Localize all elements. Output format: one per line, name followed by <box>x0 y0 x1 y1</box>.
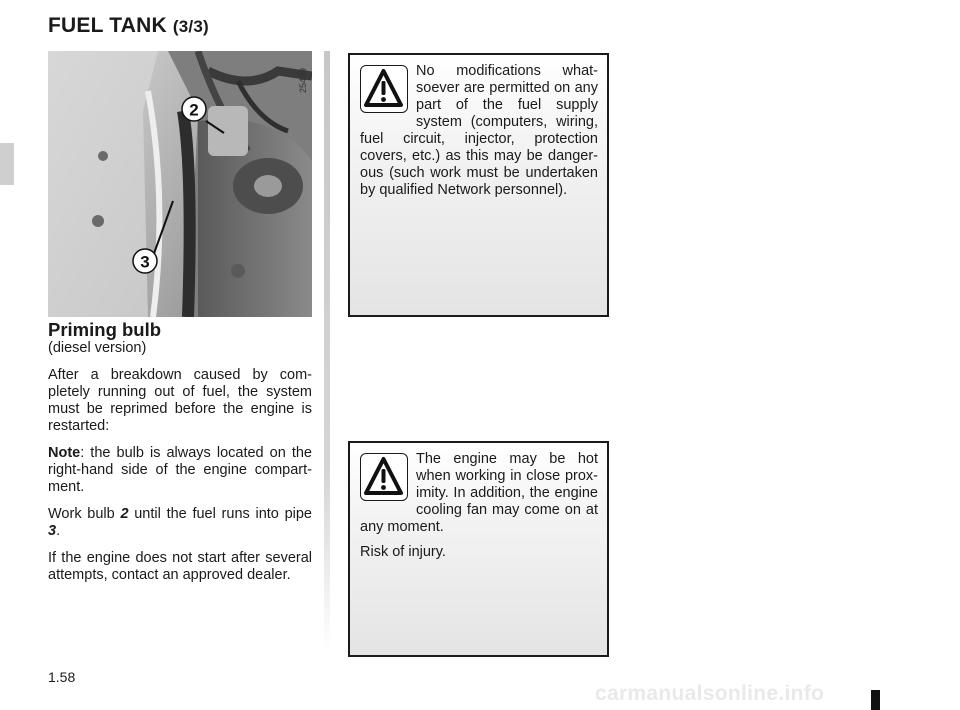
work-bulb-text-a: Work bulb <box>48 506 121 522</box>
work-bulb-text-b: until the fuel runs into pipe <box>128 506 312 522</box>
section-heading: Priming bulb <box>48 319 162 340</box>
callout-3-label: 3 <box>140 252 150 272</box>
page-title-part: (3/3) <box>172 17 209 36</box>
warning-hot-engine-text: The engine may be hot when working in close prox-imity. In addition, the engine cooling fan may come on at any moment. <box>360 451 598 535</box>
note-text: : the bulb is always located on the right-hand side of the engine compart-ment. <box>48 445 312 495</box>
paragraph-work-bulb <box>48 506 312 540</box>
section-tab-marker <box>0 143 14 185</box>
column-divider <box>324 51 330 651</box>
warning-modifications-text: No modifications what-soever are permitted on any part of the fuel supply system (computers, wiring, fuel circuit, injector, protection covers, etc.) as this may be danger-ous (such work must be undertaken by qualified Network personnel). <box>360 63 598 198</box>
page-title-text: FUEL TANK <box>48 14 167 37</box>
paragraph-breakdown: After a breakdown caused by com-pletely running out of fuel, the system must be reprimed before the engine is restarted: <box>48 367 312 434</box>
callout-2-label: 2 <box>189 100 199 120</box>
work-bulb-ref-2: 2 <box>120 506 129 522</box>
warning-box-hot-engine <box>348 441 609 657</box>
corner-mark <box>871 690 880 710</box>
warning-box-modifications <box>348 53 609 317</box>
page-number: 1.58 <box>48 669 76 685</box>
watermark: carmanualsonline.info <box>595 682 825 705</box>
paragraph-note <box>48 445 312 496</box>
left-column-text <box>48 320 312 594</box>
page-title <box>48 14 209 38</box>
warning-triangle-icon <box>360 65 408 113</box>
engine-bay-photo <box>48 51 312 317</box>
work-bulb-ref-3: 3 <box>48 523 57 539</box>
note-label: Note <box>48 445 81 461</box>
image-reference-number: 25409 <box>298 67 308 93</box>
warning-risk-text: Risk of injury. <box>360 544 446 560</box>
work-bulb-text-c: . <box>56 523 61 539</box>
section-subheading: (diesel version) <box>48 340 147 356</box>
warning-triangle-icon <box>360 453 408 501</box>
paragraph-dealer: If the engine does not start after several attempts, contact an approved dealer. <box>48 550 312 583</box>
